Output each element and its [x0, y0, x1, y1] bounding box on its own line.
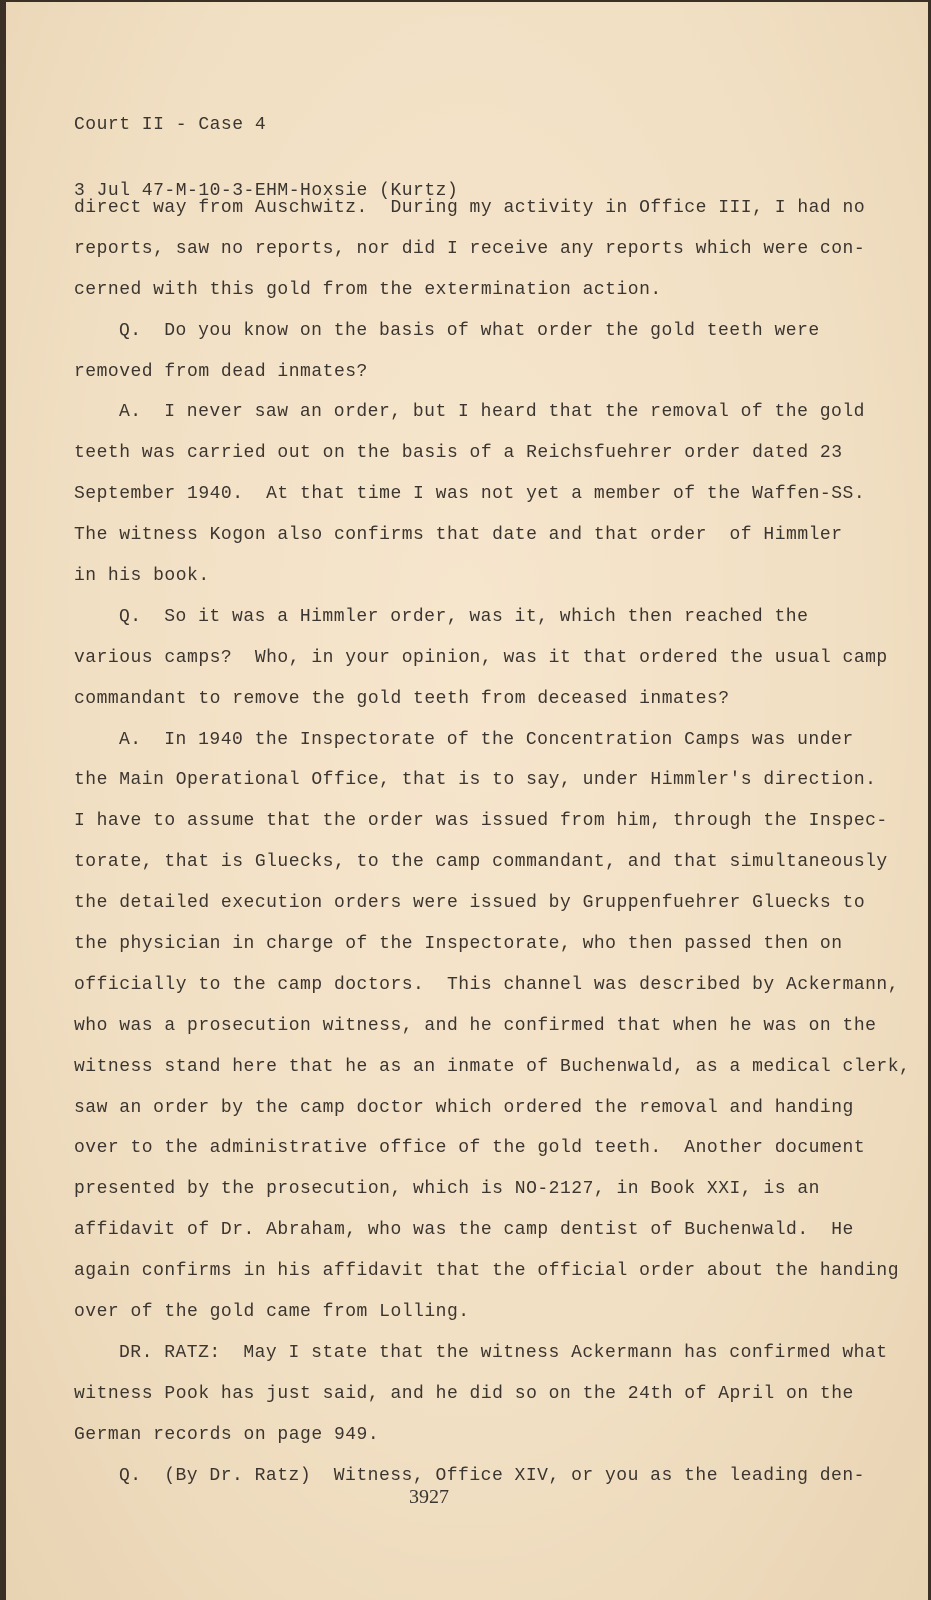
text-line: cerned with this gold from the extermination action. — [74, 279, 662, 300]
text-line: officially to the camp doctors. This channel was described by Ackermann, — [74, 974, 900, 995]
text-line: removed from dead inmates? — [74, 361, 368, 382]
text-line: various camps? Who, in your opinion, was it that ordered the usual camp — [74, 647, 888, 668]
text-line: Q. So it was a Himmler order, was it, which then reached the — [119, 606, 809, 627]
text-line: witness Pook has just said, and he did so on the 24th of April on the — [74, 1383, 854, 1404]
text-line: the detailed execution orders were issued by Gruppenfuehrer Gluecks to — [74, 893, 866, 914]
text-line: I have to assume that the order was issued from him, through the Inspec- — [74, 811, 888, 832]
text-line: DR. RATZ: May I state that the witness Ackermann has confirmed what — [119, 1342, 888, 1363]
text-line: presented by the prosecution, which is NO-2127, in Book XXI, is an — [74, 1179, 820, 1200]
text-line: affidavit of Dr. Abraham, who was the camp dentist of Buchenwald. He — [74, 1220, 854, 1241]
text-line: the physician in charge of the Inspectorate, who then passed then on — [74, 934, 843, 955]
text-line: in his book. — [74, 566, 210, 587]
text-line: over to the administrative office of the gold teeth. Another document — [74, 1138, 866, 1159]
text-line: the Main Operational Office, that is to say, under Himmler's direction. — [74, 770, 877, 791]
text-line: commandant to remove the gold teeth from deceased inmates? — [74, 688, 730, 709]
text-line: direct way from Auschwitz. During my activity in Office III, I had no — [74, 198, 866, 218]
header-line-court: Court II - Case 4 — [74, 115, 267, 135]
document-page — [6, 2, 928, 1600]
text-line: torate, that is Gluecks, to the camp commandant, and that simultaneously — [74, 852, 888, 873]
text-line: witness stand here that he as an inmate of Buchenwald, as a medical clerk, — [74, 1056, 911, 1077]
page-number: 3927 — [409, 1486, 449, 1508]
text-line: Q. Do you know on the basis of what order the gold teeth were — [119, 320, 820, 341]
text-line: who was a prosecution witness, and he confirmed that when he was on the — [74, 1015, 877, 1036]
text-line: A. I never saw an order, but I heard that the removal of the gold — [119, 402, 865, 423]
document-body — [74, 188, 910, 1497]
text-line: German records on page 949. — [74, 1424, 380, 1445]
text-line: over of the gold came from Lolling. — [74, 1302, 470, 1323]
text-line: again confirms in his affidavit that the official order about the handing — [74, 1261, 900, 1282]
header-line-date: 3 Jul 47-M-10-3-EHM-Hoxsie (Kurtz) — [74, 181, 459, 201]
text-line: Q. (By Dr. Ratz) Witness, Office XIV, or you as the leading den- — [119, 1465, 865, 1486]
text-line: reports, saw no reports, nor did I receive any reports which were con- — [74, 238, 866, 259]
text-line: The witness Kogon also confirms that date and that order of Himmler — [74, 525, 843, 546]
text-line: A. In 1940 the Inspectorate of the Concentration Camps was under — [119, 729, 854, 750]
text-line: saw an order by the camp doctor which ordered the removal and handing — [74, 1097, 854, 1118]
text-line: September 1940. At that time I was not yet a member of the Waffen-SS. — [74, 484, 866, 505]
text-line: teeth was carried out on the basis of a Reichsfuehrer order dated 23 — [74, 443, 843, 464]
